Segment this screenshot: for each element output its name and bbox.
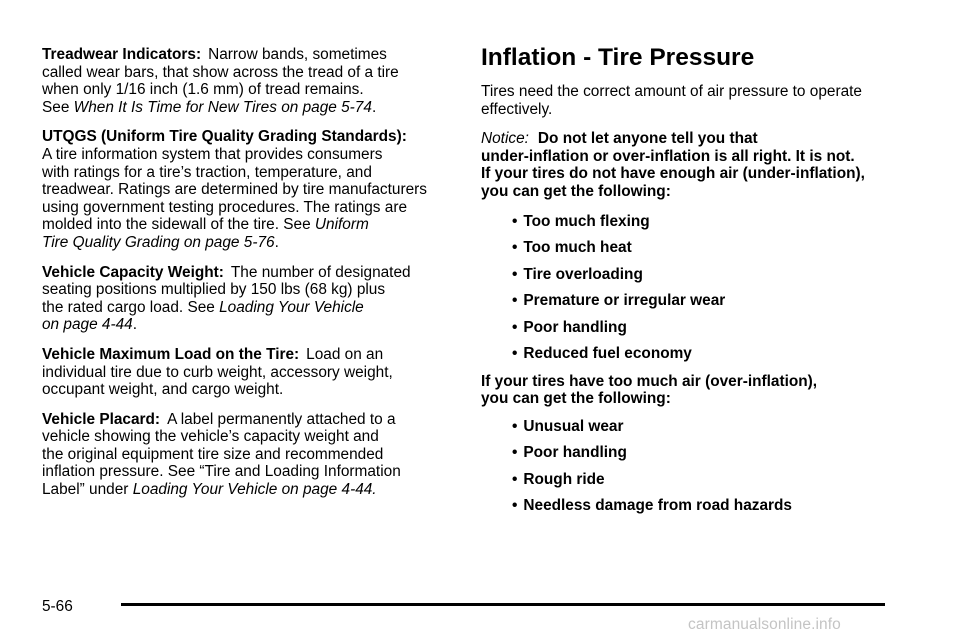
cross-reference: Tire Quality Grading on page 5-76 xyxy=(42,233,275,251)
list-item-text: Too much heat xyxy=(523,239,632,257)
cross-reference: Uniform xyxy=(314,216,369,234)
text-line xyxy=(42,64,462,82)
body-text: A label permanently attached to a xyxy=(167,410,396,428)
bullet-icon: • xyxy=(512,212,518,230)
body-text: individual tire due to curb weight, accessory weight, xyxy=(42,363,393,381)
list-item-text: Unusual wear xyxy=(523,417,624,435)
left-column xyxy=(42,46,462,511)
text-line xyxy=(42,381,462,399)
definition-paragraph xyxy=(42,264,462,334)
text-line xyxy=(42,181,462,199)
bullet-icon: • xyxy=(512,344,518,362)
cross-reference: When It Is Time for New Tires on page 5-74 xyxy=(73,98,372,116)
text-line xyxy=(42,264,462,282)
text-line: you can get the following: xyxy=(481,390,671,408)
body-text: occupant weight, and cargo weight. xyxy=(42,381,284,399)
body-text: inflation pressure. See “Tire and Loading Information xyxy=(42,463,401,481)
bullet-icon: • xyxy=(512,318,518,336)
text-line xyxy=(42,316,462,334)
punctuation: . xyxy=(371,98,377,116)
section-heading: Inflation - Tire Pressure xyxy=(481,44,755,71)
punctuation: . xyxy=(274,233,279,251)
definition-paragraph xyxy=(42,46,462,116)
body-text: vehicle showing the vehicle’s capacity weight and xyxy=(42,428,379,446)
list-item xyxy=(512,471,921,489)
text-line xyxy=(42,481,462,499)
watermark: carmanualsonline.info xyxy=(688,616,841,633)
text-line xyxy=(42,234,462,252)
page-number: 5-66 xyxy=(42,598,73,615)
body-text: the original equipment tire size and recommended xyxy=(42,445,384,463)
definition-paragraph xyxy=(42,411,462,499)
notice-text: Do not let anyone tell you that xyxy=(537,130,758,148)
list-item-text: Rough ride xyxy=(523,470,605,488)
intro-paragraph xyxy=(481,83,921,118)
text-line xyxy=(481,130,921,148)
text-line xyxy=(42,99,462,117)
text-line xyxy=(42,281,462,299)
body-text: called wear bars, that show across the tread of a tire xyxy=(42,63,399,81)
text-line xyxy=(42,463,462,481)
under-inflation-list xyxy=(481,213,921,363)
text-line xyxy=(42,164,462,182)
bullet-icon: • xyxy=(512,265,518,283)
body-text: See xyxy=(42,98,74,116)
definition-term: UTQGS (Uniform Tire Quality Grading Standards): xyxy=(42,128,407,146)
list-item-text: Poor handling xyxy=(523,318,627,336)
body-text: The number of designated xyxy=(230,263,411,281)
body-text: A tire information system that provides consumers xyxy=(42,145,383,163)
cross-reference: on page 4-44 xyxy=(42,316,133,334)
text-line: If your tires do not have enough air (under-inflation), xyxy=(481,165,865,183)
bullet-icon: • xyxy=(512,497,518,515)
right-column xyxy=(481,46,921,525)
footer-rule xyxy=(121,603,885,606)
text-line xyxy=(42,346,462,364)
body-text: molded into the sidewall of the tire. See xyxy=(42,216,315,234)
list-item xyxy=(512,497,921,515)
definition-term: Treadwear Indicators: xyxy=(42,46,202,63)
cross-reference: Loading Your Vehicle xyxy=(219,298,364,316)
definition-term: Vehicle Placard: xyxy=(42,410,161,428)
text-line: effectively. xyxy=(481,100,553,118)
body-text: seating positions multiplied by 150 lbs (68 kg) plus xyxy=(42,281,386,299)
text-line xyxy=(42,299,462,317)
body-text: when only 1/16 inch (1.6 mm) of tread remains. xyxy=(42,81,364,99)
bullet-icon: • xyxy=(512,292,518,310)
text-line xyxy=(42,199,462,217)
text-line: you can get the following: xyxy=(481,182,671,200)
notice-paragraph xyxy=(481,130,921,200)
text-line xyxy=(42,428,462,446)
punctuation: . xyxy=(132,316,137,334)
definition-term: Vehicle Capacity Weight: xyxy=(42,263,224,281)
body-text: using government testing procedures. The ratings are xyxy=(42,198,408,216)
list-item xyxy=(512,444,921,462)
text-line xyxy=(42,81,462,99)
body-text: Load on an xyxy=(306,345,384,363)
list-item xyxy=(512,213,921,231)
list-item xyxy=(512,239,921,257)
notice-label: Notice: xyxy=(481,130,529,148)
list-item xyxy=(512,345,921,363)
list-item-text: Too much flexing xyxy=(523,212,650,230)
cross-reference: Loading Your Vehicle on page 4-44. xyxy=(132,481,377,499)
text-line xyxy=(42,446,462,464)
list-item-text: Needless damage from road hazards xyxy=(523,497,792,515)
list-item-text: Tire overloading xyxy=(523,265,643,283)
body-text: Narrow bands, sometimes xyxy=(208,46,387,63)
over-inflation-intro xyxy=(481,373,921,408)
list-item-text: Premature or irregular wear xyxy=(523,292,726,310)
list-item xyxy=(512,319,921,337)
text-line: under-inflation or over-inflation is all right. It is not. xyxy=(481,147,855,165)
body-text: Label” under xyxy=(42,481,133,499)
text-line xyxy=(42,46,462,64)
text-line: If your tires have too much air (over-inflation), xyxy=(481,372,818,390)
bullet-icon: • xyxy=(512,239,518,257)
text-line xyxy=(42,128,462,146)
text-line xyxy=(42,411,462,429)
body-text: treadwear. Ratings are determined by tire manufacturers xyxy=(42,181,427,199)
list-item-text: Reduced fuel economy xyxy=(523,344,692,362)
definition-paragraph xyxy=(42,128,462,251)
list-item xyxy=(512,292,921,310)
list-item xyxy=(512,418,921,436)
bullet-icon: • xyxy=(512,444,518,462)
over-inflation-list xyxy=(481,418,921,515)
bullet-icon: • xyxy=(512,470,518,488)
list-item-text: Poor handling xyxy=(523,444,627,462)
definition-paragraph xyxy=(42,346,462,399)
list-item xyxy=(512,266,921,284)
body-text: the rated cargo load. See xyxy=(42,298,220,316)
text-line xyxy=(42,364,462,382)
definition-term: Vehicle Maximum Load on the Tire: xyxy=(42,345,300,363)
text-line: Tires need the correct amount of air pressure to operate xyxy=(481,83,862,100)
bullet-icon: • xyxy=(512,417,518,435)
text-line xyxy=(42,216,462,234)
text-line xyxy=(42,146,462,164)
body-text: with ratings for a tire’s traction, temperature, and xyxy=(42,163,372,181)
